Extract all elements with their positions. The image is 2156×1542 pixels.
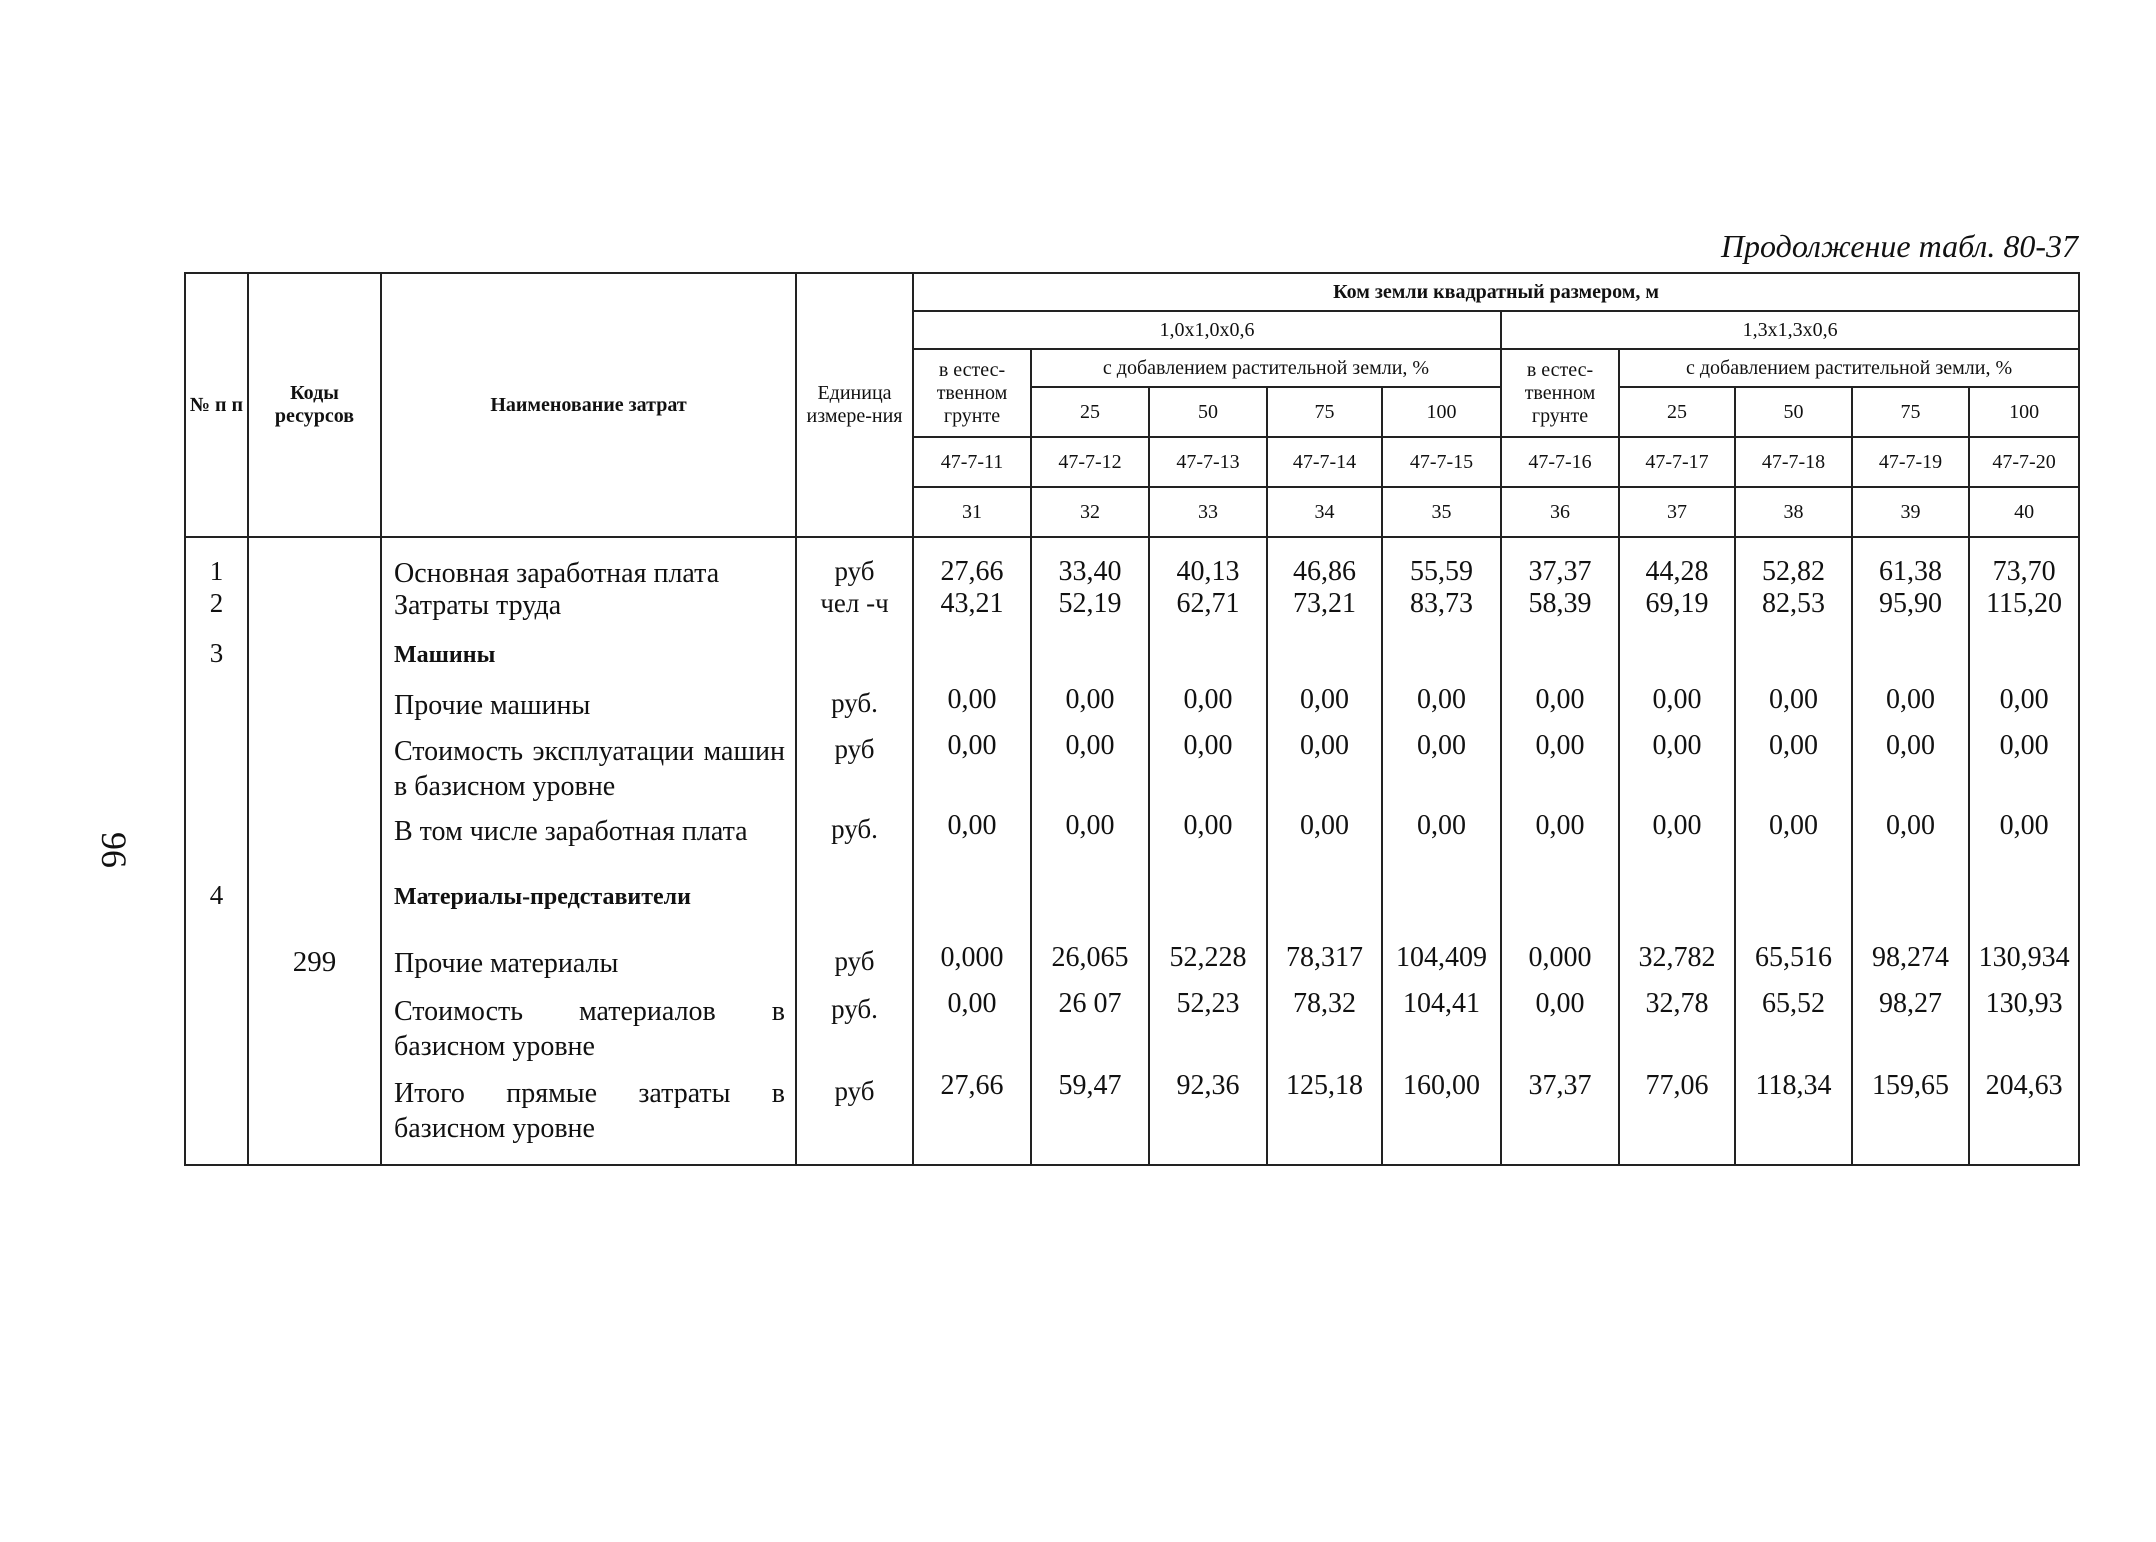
value-cell: 0,00 bbox=[1417, 684, 1466, 715]
value-cell: 0,00 bbox=[1065, 730, 1115, 761]
value-cell: 98,27 bbox=[1879, 988, 1942, 1019]
value-cell: 0,00 bbox=[1652, 730, 1702, 761]
value-cell: 0,00 bbox=[1183, 684, 1233, 715]
row-number: 3 bbox=[209, 638, 224, 668]
col-name bbox=[381, 537, 796, 1165]
value-cell: 55,59 bbox=[1410, 556, 1473, 587]
cost-name: Затраты труда bbox=[394, 590, 562, 621]
header-code: 47-7-18 bbox=[1735, 437, 1852, 487]
value-cell: 0,00 bbox=[1999, 684, 2049, 715]
value-cell: 0,00 bbox=[1065, 684, 1115, 715]
value-column bbox=[1501, 537, 1619, 1165]
col-no bbox=[185, 537, 248, 1165]
value-cell: 0,00 bbox=[1535, 810, 1585, 841]
value-cell: 82,53 bbox=[1762, 588, 1825, 619]
section-heading: Материалы-представители bbox=[394, 884, 691, 910]
value-cell: 0,00 bbox=[1886, 730, 1935, 761]
col-code bbox=[248, 537, 381, 1165]
value-cell: 0,00 bbox=[947, 684, 997, 715]
col-unit bbox=[796, 537, 913, 1165]
header-added-2: с добавлением растительной земли, % bbox=[1619, 349, 2079, 387]
header-col-number: 35 bbox=[1382, 487, 1501, 537]
value-column bbox=[1735, 537, 1852, 1165]
header-col-number: 40 bbox=[1969, 487, 2079, 537]
header-code: 47-7-11 bbox=[913, 437, 1031, 487]
value-cell: 69,19 bbox=[1645, 588, 1709, 619]
value-cell: 0,00 bbox=[1300, 810, 1349, 841]
value-cell: 44,28 bbox=[1645, 556, 1709, 587]
header-code: 47-7-16 bbox=[1501, 437, 1619, 487]
value-cell: 37,37 bbox=[1528, 556, 1592, 587]
value-cell: 61,38 bbox=[1879, 556, 1942, 587]
value-cell: 0,00 bbox=[1417, 730, 1466, 761]
value-cell: 0,00 bbox=[1652, 684, 1702, 715]
header-percent: 100 bbox=[1969, 387, 2079, 437]
value-cell: 104,409 bbox=[1396, 942, 1487, 973]
value-cell: 58,39 bbox=[1528, 588, 1592, 619]
unit: руб. bbox=[831, 688, 878, 718]
value-cell: 0,00 bbox=[1417, 810, 1466, 841]
value-cell: 204,63 bbox=[1985, 1070, 2063, 1101]
value-cell: 159,65 bbox=[1872, 1070, 1949, 1101]
header-col-number: 33 bbox=[1149, 487, 1267, 537]
resource-code: 299 bbox=[292, 946, 337, 978]
unit: руб bbox=[834, 1076, 875, 1106]
cost-name: Итого прямые затраты в базисном уровне bbox=[394, 1078, 785, 1144]
header-code: 47-7-20 bbox=[1969, 437, 2079, 487]
table-caption: Продолжение табл. 80-37 bbox=[1720, 228, 2078, 264]
value-cell: 0,00 bbox=[1769, 810, 1818, 841]
value-cell: 73,21 bbox=[1293, 588, 1356, 619]
header-percent: 50 bbox=[1735, 387, 1852, 437]
section-heading: Машины bbox=[394, 642, 496, 668]
header-code: 47-7-19 bbox=[1852, 437, 1969, 487]
header-col-number: 36 bbox=[1501, 487, 1619, 537]
header-col-number: 34 bbox=[1267, 487, 1382, 537]
value-cell: 0,00 bbox=[947, 988, 997, 1019]
header-no: № п п bbox=[185, 273, 248, 537]
value-cell: 73,70 bbox=[1992, 556, 2056, 587]
unit: руб. bbox=[831, 814, 878, 844]
value-cell: 0,00 bbox=[1300, 684, 1349, 715]
value-cell: 52,19 bbox=[1058, 588, 1122, 619]
header-col-number: 37 bbox=[1619, 487, 1735, 537]
unit: чел -ч bbox=[820, 588, 889, 618]
value-cell: 0,00 bbox=[947, 730, 997, 761]
value-cell: 130,93 bbox=[1985, 988, 2063, 1019]
value-cell: 65,516 bbox=[1755, 942, 1832, 973]
value-cell: 78,32 bbox=[1293, 988, 1356, 1019]
value-cell: 104,41 bbox=[1403, 988, 1480, 1019]
value-column bbox=[913, 537, 1031, 1165]
value-cell: 52,23 bbox=[1176, 988, 1240, 1019]
value-cell: 0,00 bbox=[1652, 810, 1702, 841]
page-number: 96 bbox=[94, 832, 134, 868]
value-cell: 59,47 bbox=[1058, 1070, 1122, 1101]
value-cell: 33,40 bbox=[1058, 556, 1122, 587]
header-percent: 75 bbox=[1852, 387, 1969, 437]
header-col-number: 31 bbox=[913, 487, 1031, 537]
value-cell: 27,66 bbox=[940, 556, 1004, 587]
header-super: Ком земли квадратный размером, м bbox=[913, 273, 2079, 311]
unit: руб bbox=[834, 734, 875, 764]
value-column bbox=[1031, 537, 1149, 1165]
value-cell: 92,36 bbox=[1176, 1070, 1240, 1101]
value-cell: 0,00 bbox=[1886, 684, 1935, 715]
value-cell: 65,52 bbox=[1762, 988, 1825, 1019]
header-codes: Коды ресурсов bbox=[248, 273, 381, 537]
value-cell: 0,00 bbox=[1183, 810, 1233, 841]
value-cell: 0,000 bbox=[940, 942, 1004, 973]
value-cell: 0,00 bbox=[1999, 810, 2049, 841]
value-cell: 46,86 bbox=[1293, 556, 1356, 587]
header-natural-1: в естес-твенном грунте bbox=[913, 349, 1031, 437]
header-code: 47-7-15 bbox=[1382, 437, 1501, 487]
value-cell: 0,00 bbox=[1300, 730, 1349, 761]
value-cell: 130,934 bbox=[1978, 942, 2070, 973]
value-cell: 43,21 bbox=[940, 588, 1004, 619]
cost-name: Стоимость материалов в базисном уровне bbox=[394, 996, 785, 1062]
header-col-number: 32 bbox=[1031, 487, 1149, 537]
value-column bbox=[1969, 537, 2079, 1165]
header-percent: 100 bbox=[1382, 387, 1501, 437]
header-name: Наименование затрат bbox=[381, 273, 796, 537]
header-percent: 25 bbox=[1031, 387, 1149, 437]
value-cell: 98,274 bbox=[1872, 942, 1949, 973]
row-number: 2 bbox=[209, 588, 224, 618]
unit: руб bbox=[834, 556, 875, 586]
value-cell: 26,065 bbox=[1051, 942, 1129, 973]
header-percent: 25 bbox=[1619, 387, 1735, 437]
value-column bbox=[1149, 537, 1267, 1165]
value-cell: 118,34 bbox=[1755, 1070, 1832, 1101]
value-cell: 40,13 bbox=[1176, 556, 1240, 587]
value-cell: 0,00 bbox=[1769, 684, 1818, 715]
value-cell: 62,71 bbox=[1176, 588, 1240, 619]
value-cell: 77,06 bbox=[1645, 1070, 1709, 1101]
value-cell: 83,73 bbox=[1410, 588, 1473, 619]
value-column bbox=[1267, 537, 1382, 1165]
value-cell: 26 07 bbox=[1058, 988, 1122, 1019]
value-cell: 0,000 bbox=[1528, 942, 1592, 973]
value-cell: 0,00 bbox=[1535, 684, 1585, 715]
value-cell: 32,782 bbox=[1638, 942, 1716, 973]
value-cell: 27,66 bbox=[940, 1070, 1004, 1101]
value-cell: 52,228 bbox=[1169, 942, 1247, 973]
value-cell: 125,18 bbox=[1286, 1070, 1363, 1101]
cost-name: Стоимость эксплуатации машин в базисном уровне bbox=[394, 736, 785, 802]
header-col-number: 38 bbox=[1735, 487, 1852, 537]
header-size-2: 1,3х1,3х0,6 bbox=[1501, 311, 2079, 349]
header-size-1: 1,0х1,0х0,6 bbox=[913, 311, 1501, 349]
header-code: 47-7-13 bbox=[1149, 437, 1267, 487]
value-cell: 0,00 bbox=[1183, 730, 1233, 761]
header-natural-2: в естес-твенном грунте bbox=[1501, 349, 1619, 437]
row-number: 1 bbox=[209, 556, 224, 586]
header-percent: 75 bbox=[1267, 387, 1382, 437]
value-column bbox=[1852, 537, 1969, 1165]
value-column bbox=[1619, 537, 1735, 1165]
cost-name: В том числе заработная плата bbox=[394, 816, 748, 847]
cost-name: Прочие машины bbox=[394, 690, 591, 721]
unit: руб bbox=[834, 946, 875, 976]
value-cell: 160,00 bbox=[1403, 1070, 1480, 1101]
value-cell: 78,317 bbox=[1286, 942, 1363, 973]
value-cell: 115,20 bbox=[1986, 588, 2063, 619]
value-cell: 37,37 bbox=[1528, 1070, 1592, 1101]
value-cell: 0,00 bbox=[1535, 730, 1585, 761]
header-unit: Единица измере-ния bbox=[796, 273, 913, 537]
header-code: 47-7-14 bbox=[1267, 437, 1382, 487]
value-cell: 0,00 bbox=[1065, 810, 1115, 841]
row-number: 4 bbox=[209, 880, 224, 910]
header-col-number: 39 bbox=[1852, 487, 1969, 537]
value-cell: 52,82 bbox=[1762, 556, 1825, 587]
cost-name: Основная заработная плата bbox=[394, 558, 720, 589]
value-cell: 0,00 bbox=[1769, 730, 1818, 761]
value-cell: 0,00 bbox=[1886, 810, 1935, 841]
value-cell: 0,00 bbox=[947, 810, 997, 841]
value-cell: 95,90 bbox=[1879, 588, 1942, 619]
cost-name: Прочие материалы bbox=[394, 948, 619, 979]
unit: руб. bbox=[831, 994, 878, 1024]
cost-table bbox=[184, 272, 2080, 1166]
header-percent: 50 bbox=[1149, 387, 1267, 437]
header-code: 47-7-17 bbox=[1619, 437, 1735, 487]
header-code: 47-7-12 bbox=[1031, 437, 1149, 487]
value-cell: 32,78 bbox=[1645, 988, 1709, 1019]
value-column bbox=[1382, 537, 1501, 1165]
value-cell: 0,00 bbox=[1535, 988, 1585, 1019]
value-cell: 0,00 bbox=[1999, 730, 2049, 761]
header-added-1: с добавлением растительной земли, % bbox=[1031, 349, 1501, 387]
